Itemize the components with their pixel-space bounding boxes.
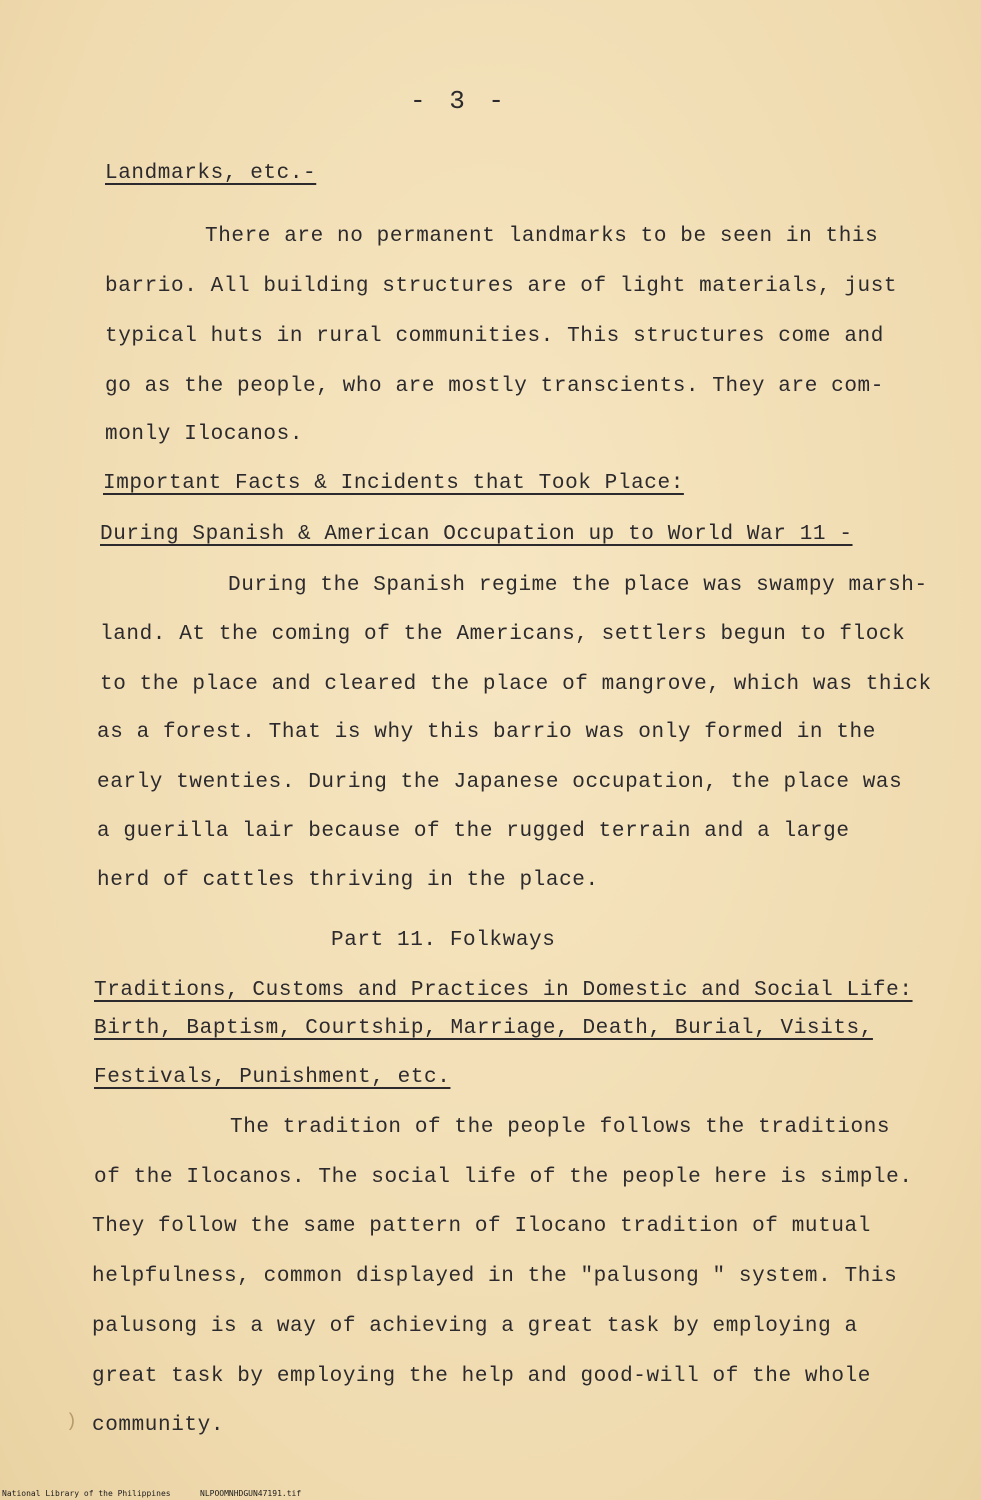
heading-occupation: During Spanish & American Occupation up to World War 11 - <box>100 523 853 546</box>
paragraph-line: helpfulness, common displayed in the "palusong " system. This <box>92 1265 898 1288</box>
paragraph-line: The tradition of the people follows the traditions <box>230 1116 891 1139</box>
paragraph-line: They follow the same pattern of Ilocano tradition of mutual <box>92 1215 871 1238</box>
paragraph-line: go as the people, who are mostly transcients. They are com- <box>105 375 884 398</box>
paragraph-line: During the Spanish regime the place was swampy marsh- <box>228 574 928 597</box>
paragraph-line: of the Ilocanos. The social life of the people here is simple. <box>94 1166 913 1189</box>
footer-file-id: NLPOOMNHDGUN47191.tif <box>200 1489 302 1498</box>
heading-landmarks: Landmarks, etc.- <box>105 162 317 185</box>
heading-traditions-list-end: Festivals, Punishment, etc. <box>94 1066 451 1089</box>
paragraph-line: as a forest. That is why this barrio was only formed in the <box>97 721 876 744</box>
paragraph-line: community. <box>92 1414 225 1437</box>
paragraph-line: land. At the coming of the Americans, settlers begun to flock <box>100 623 906 646</box>
paragraph-line: a guerilla lair because of the rugged terrain and a large <box>97 820 850 843</box>
footer-library: National Library of the Philippines <box>2 1489 171 1498</box>
heading-traditions-list: Birth, Baptism, Courtship, Marriage, Death, Burial, Visits, <box>94 1017 873 1040</box>
heading-important-facts: Important Facts & Incidents that Took Place: <box>103 472 684 495</box>
paragraph-line: early twenties. During the Japanese occupation, the place was <box>97 771 903 794</box>
page-number: - 3 - <box>410 86 509 116</box>
margin-mark: ) <box>66 1412 77 1432</box>
paragraph-line: typical huts in rural communities. This structures come and <box>105 325 884 348</box>
paragraph-line: herd of cattles thriving in the place. <box>97 869 599 892</box>
heading-part: Part 11. Folkways <box>331 929 556 952</box>
heading-traditions: Traditions, Customs and Practices in Domestic and Social Life: <box>94 979 913 1002</box>
paragraph-line: to the place and cleared the place of mangrove, which was thick <box>100 673 932 696</box>
paragraph-line: barrio. All building structures are of light materials, just <box>105 275 898 298</box>
paragraph-line: palusong is a way of achieving a great task by employing a <box>92 1315 858 1338</box>
paragraph-line: monly Ilocanos. <box>105 423 304 446</box>
paragraph-line: There are no permanent landmarks to be seen in this <box>205 225 879 248</box>
paragraph-line: great task by employing the help and good-will of the whole <box>92 1365 871 1388</box>
